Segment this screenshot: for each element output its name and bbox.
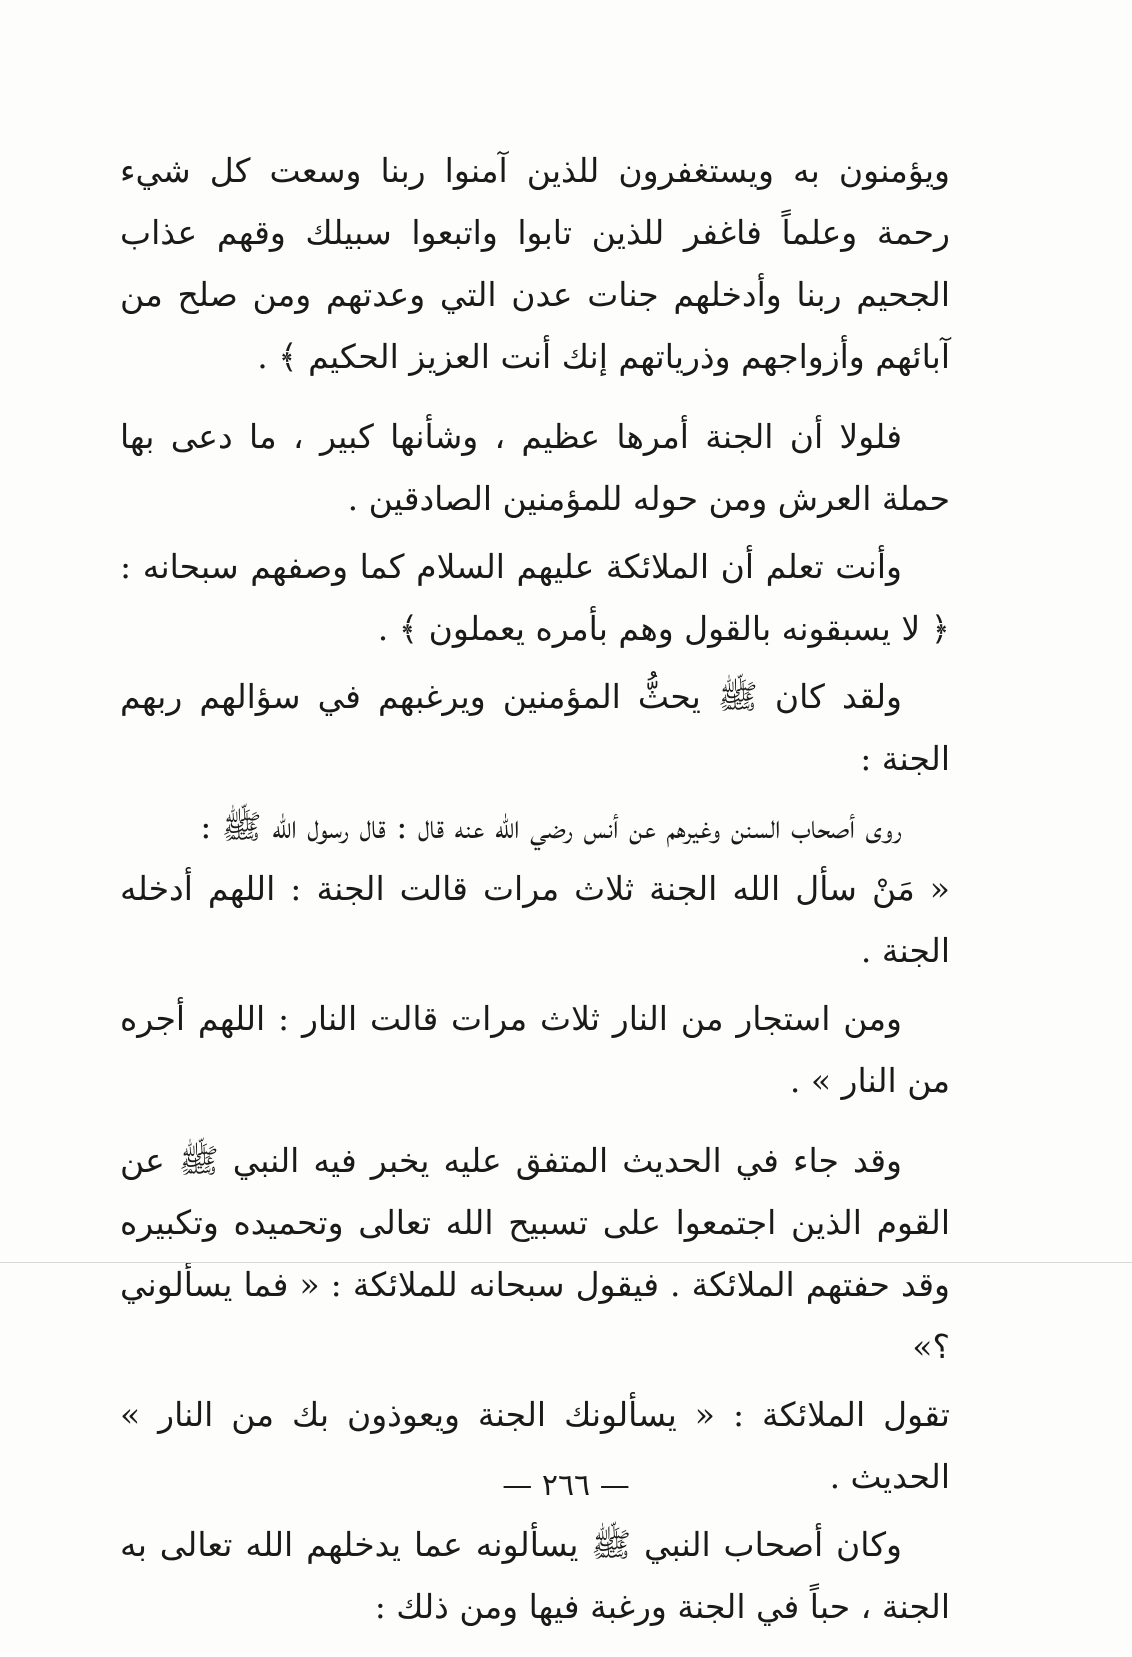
- scan-line: [0, 1262, 1132, 1263]
- paragraph-paradise-importance: فلولا أن الجنة أمرها عظيم ، وشأنها كبير ، ما دعى بها حملة العرش ومن حوله للمؤمنين الصادقين .: [120, 417, 950, 518]
- body-text: [120, 140, 950, 1638]
- page-number: — ٢٦٦ —: [502, 1468, 630, 1503]
- paragraph-hadith-paradise: « مَنْ سأل الله الجنة ثلاث مرات قالت الجنة : اللهم أدخله الجنة .: [120, 869, 950, 970]
- paragraph-angels-reply: تقول الملائكة : « يسألونك الجنة ويعوذون بك من النار » الحديث .: [120, 1395, 950, 1496]
- paragraph-prophet-urging: ولقد كان ﷺ يحثُّ المؤمنين ويرغبهم في سؤالهم ربهم الجنة :: [120, 677, 950, 778]
- paragraph-angles-description: وأنت تعلم أن الملائكة عليهم السلام كما وصفهم سبحانه : ﴿ لا يسبقونه بالقول وهم بأمره يعملون ﴾ .: [120, 547, 950, 648]
- paragraph-verse-continuation: ويؤمنون به ويستغفرون للذين آمنوا ربنا وسعت كل شيء رحمة وعلماً فاغفر للذين تابوا واتبعوا سبيلك وقهم عذاب الجحيم ربنا وأدخلهم جنات عدن التي وعدتهم ومن صلح من آبائهم وأزواجهم وذرياتهم إنك أنت العزيز الحكيم ﴾ .: [120, 151, 950, 376]
- paragraph-hadith-fire: ومن استجار من النار ثلاث مرات قالت النار : اللهم أجره من النار » .: [120, 999, 950, 1100]
- paragraph-narration-intro: روى أصحاب السنن وغيرهم عن أنس رضي الله عنه قال : قال رسول الله ﷺ :: [200, 807, 902, 846]
- paragraph-agreed-hadith: وقد جاء في الحديث المتفق عليه يخبر فيه النبي ﷺ عن القوم الذين اجتمعوا على تسبيح الله تعالى وتحميده وتكبيره وقد حفتهم الملائكة . فيقول سبحانه للملائكة : « فما يسألوني ؟»: [120, 1141, 950, 1366]
- paragraph-companions-asking: وكان أصحاب النبي ﷺ يسألونه عما يدخلهم الله تعالى به الجنة ، حباً في الجنة ورغبة فيها ومن ذلك :: [120, 1525, 950, 1626]
